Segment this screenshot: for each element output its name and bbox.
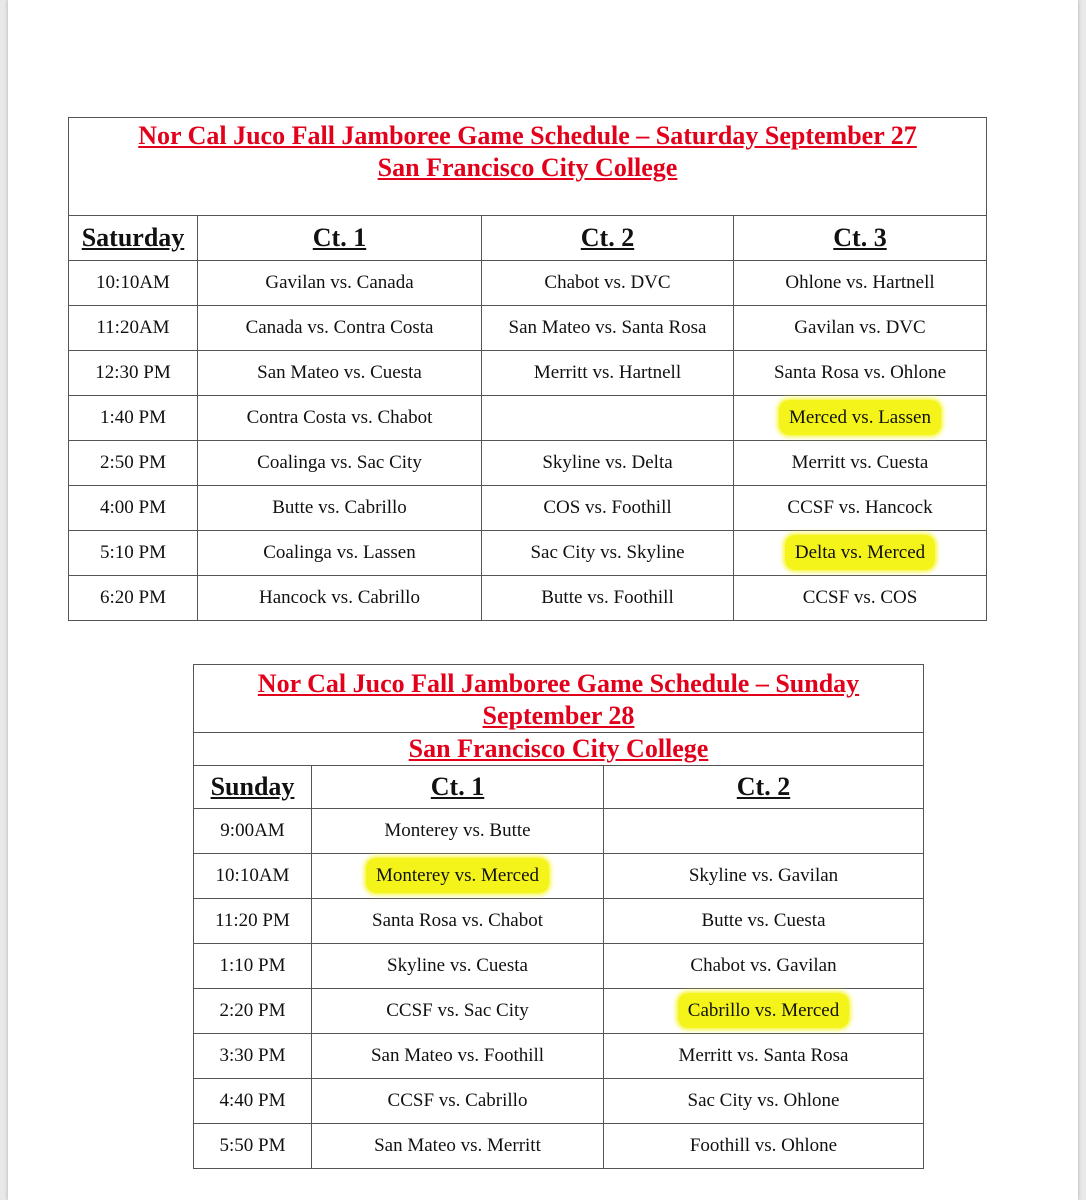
game-cell: CCSF vs. Sac City xyxy=(312,989,604,1034)
time-cell: 6:20 PM xyxy=(69,576,198,621)
game-cell: Merritt vs. Hartnell xyxy=(482,351,734,396)
time-cell: 12:30 PM xyxy=(69,351,198,396)
sunday-header-row xyxy=(194,766,924,809)
table-row xyxy=(69,486,987,531)
sunday-title xyxy=(194,665,924,733)
game-cell: Contra Costa vs. Chabot xyxy=(198,396,482,441)
saturday-title xyxy=(69,118,987,216)
game-cell xyxy=(482,396,734,441)
sunday-ct2-header: Ct. 2 xyxy=(604,766,924,809)
time-cell: 9:00AM xyxy=(194,809,312,854)
highlighted-game: Cabrillo vs. Merced xyxy=(678,993,849,1028)
saturday-day-header: Saturday xyxy=(69,216,198,261)
game-cell: San Mateo vs. Santa Rosa xyxy=(482,306,734,351)
table-row xyxy=(194,1079,924,1124)
table-row xyxy=(194,809,924,854)
time-cell: 10:10AM xyxy=(69,261,198,306)
game-cell: San Mateo vs. Cuesta xyxy=(198,351,482,396)
table-row xyxy=(194,899,924,944)
table-row xyxy=(69,261,987,306)
time-cell: 1:10 PM xyxy=(194,944,312,989)
sunday-title-line3: San Francisco City College xyxy=(194,733,924,766)
saturday-title-line2: San Francisco City College xyxy=(377,153,678,182)
game-cell: Hancock vs. Cabrillo xyxy=(198,576,482,621)
game-cell: Skyline vs. Delta xyxy=(482,441,734,486)
game-cell: Foothill vs. Ohlone xyxy=(604,1124,924,1169)
time-cell: 10:10AM xyxy=(194,854,312,899)
game-cell: CCSF vs. Hancock xyxy=(734,486,987,531)
game-cell: Merritt vs. Cuesta xyxy=(734,441,987,486)
game-cell: Merritt vs. Santa Rosa xyxy=(604,1034,924,1079)
time-cell: 2:20 PM xyxy=(194,989,312,1034)
sunday-title-line2: September 28 xyxy=(482,701,635,730)
time-cell: 5:50 PM xyxy=(194,1124,312,1169)
game-cell: Santa Rosa vs. Ohlone xyxy=(734,351,987,396)
game-cell: CCSF vs. COS xyxy=(734,576,987,621)
game-cell: Coalinga vs. Lassen xyxy=(198,531,482,576)
game-cell xyxy=(604,809,924,854)
saturday-schedule-table xyxy=(68,117,987,621)
saturday-ct2-header: Ct. 2 xyxy=(482,216,734,261)
game-cell: Chabot vs. Gavilan xyxy=(604,944,924,989)
time-cell: 11:20 PM xyxy=(194,899,312,944)
table-row xyxy=(69,531,987,576)
game-cell xyxy=(734,531,987,576)
game-cell: Gavilan vs. DVC xyxy=(734,306,987,351)
highlighted-game: Merced vs. Lassen xyxy=(779,400,941,435)
game-cell: Chabot vs. DVC xyxy=(482,261,734,306)
table-row xyxy=(194,1034,924,1079)
sunday-ct1-header: Ct. 1 xyxy=(312,766,604,809)
table-row xyxy=(194,944,924,989)
time-cell: 5:10 PM xyxy=(69,531,198,576)
game-cell xyxy=(604,989,924,1034)
time-cell: 2:50 PM xyxy=(69,441,198,486)
table-row xyxy=(194,1124,924,1169)
saturday-header-row xyxy=(69,216,987,261)
game-cell: Sac City vs. Ohlone xyxy=(604,1079,924,1124)
game-cell: Butte vs. Foothill xyxy=(482,576,734,621)
game-cell: Monterey vs. Butte xyxy=(312,809,604,854)
time-cell: 1:40 PM xyxy=(69,396,198,441)
sunday-day-header: Sunday xyxy=(194,766,312,809)
sunday-title-row xyxy=(194,665,924,733)
highlighted-game: Delta vs. Merced xyxy=(785,535,935,570)
sunday-subtitle-row xyxy=(194,733,924,766)
table-row xyxy=(69,351,987,396)
time-cell: 4:00 PM xyxy=(69,486,198,531)
saturday-title-line1: Nor Cal Juco Fall Jamboree Game Schedule – Saturday September 27 xyxy=(138,121,917,150)
game-cell: Skyline vs. Gavilan xyxy=(604,854,924,899)
game-cell: Butte vs. Cuesta xyxy=(604,899,924,944)
table-row xyxy=(69,441,987,486)
game-cell: CCSF vs. Cabrillo xyxy=(312,1079,604,1124)
table-row xyxy=(194,854,924,899)
game-cell: Gavilan vs. Canada xyxy=(198,261,482,306)
table-row xyxy=(69,306,987,351)
sunday-schedule-table xyxy=(193,664,924,1169)
table-row xyxy=(194,989,924,1034)
table-row xyxy=(69,576,987,621)
game-cell: San Mateo vs. Foothill xyxy=(312,1034,604,1079)
game-cell: Skyline vs. Cuesta xyxy=(312,944,604,989)
game-cell: Ohlone vs. Hartnell xyxy=(734,261,987,306)
game-cell: Coalinga vs. Sac City xyxy=(198,441,482,486)
saturday-title-row xyxy=(69,118,987,216)
game-cell: Santa Rosa vs. Chabot xyxy=(312,899,604,944)
game-cell: Canada vs. Contra Costa xyxy=(198,306,482,351)
document-page xyxy=(8,0,1078,1200)
saturday-ct1-header: Ct. 1 xyxy=(198,216,482,261)
game-cell: San Mateo vs. Merritt xyxy=(312,1124,604,1169)
time-cell: 4:40 PM xyxy=(194,1079,312,1124)
time-cell: 3:30 PM xyxy=(194,1034,312,1079)
game-cell: Sac City vs. Skyline xyxy=(482,531,734,576)
sunday-title-line1: Nor Cal Juco Fall Jamboree Game Schedule – Sunday xyxy=(257,669,860,698)
saturday-ct3-header: Ct. 3 xyxy=(734,216,987,261)
game-cell xyxy=(734,396,987,441)
time-cell: 11:20AM xyxy=(69,306,198,351)
table-row xyxy=(69,396,987,441)
game-cell: Butte vs. Cabrillo xyxy=(198,486,482,531)
highlighted-game: Monterey vs. Merced xyxy=(366,858,549,893)
game-cell xyxy=(312,854,604,899)
game-cell: COS vs. Foothill xyxy=(482,486,734,531)
